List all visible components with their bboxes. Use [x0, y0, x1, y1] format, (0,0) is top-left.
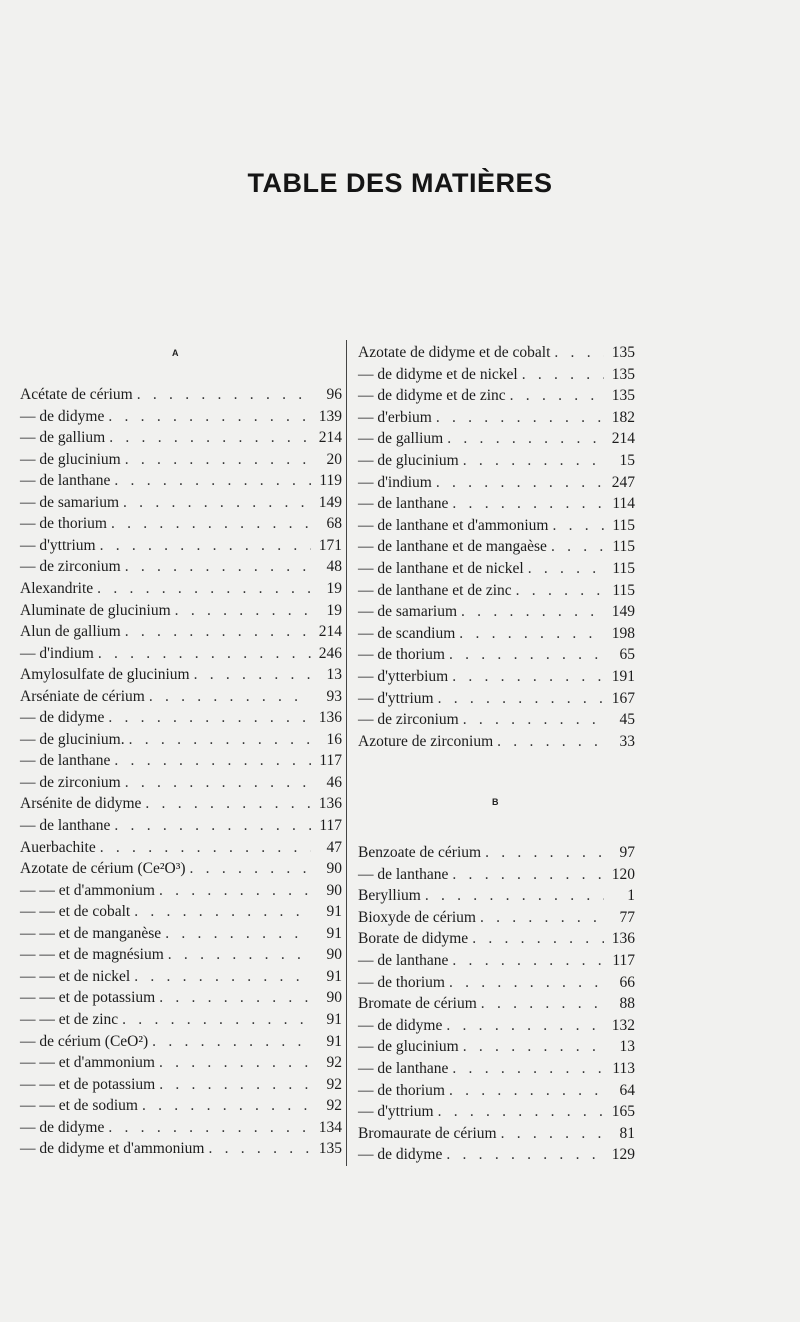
entry-page-number: 129 — [611, 1146, 635, 1164]
page-title: TABLE DES MATIÈRES — [247, 168, 553, 198]
entry-label: Aluminate de glucinium — [20, 601, 171, 619]
entry-page-number: 136 — [318, 795, 342, 813]
dot-leader — [501, 1123, 604, 1144]
entry-label: — de lanthane — [358, 865, 449, 883]
entry-page-number: 115 — [612, 538, 635, 556]
dot-leader — [145, 793, 311, 814]
dot-leader — [129, 729, 311, 750]
dot-leader — [125, 772, 311, 793]
dot-leader — [452, 864, 604, 885]
dot-leader — [100, 837, 311, 858]
entry-label: — d'yttrium — [20, 536, 96, 554]
index-entry — [358, 493, 635, 514]
entry-label: Auerbachite — [20, 838, 96, 856]
entry-page-number: 149 — [611, 603, 635, 621]
index-entry — [20, 686, 342, 707]
entry-page-number: 115 — [612, 560, 635, 577]
entry-page-number: 135 — [611, 387, 635, 405]
entry-page-number: 120 — [611, 865, 635, 883]
index-entry — [20, 1074, 342, 1095]
entry-page-number: 96 — [326, 386, 342, 403]
index-entry — [358, 1036, 635, 1057]
dot-leader — [472, 928, 604, 949]
entry-label: Benzoate de cérium — [358, 844, 482, 861]
entry-page-number: 214 — [611, 430, 635, 448]
dot-leader — [485, 842, 604, 863]
dot-leader — [510, 385, 604, 406]
dot-leader — [175, 600, 311, 621]
index-entry — [20, 923, 342, 944]
entry-label: — de lanthane — [358, 495, 449, 513]
entry-label: Azoture de zirconium — [358, 732, 494, 750]
dot-leader — [481, 993, 604, 1014]
dot-leader — [497, 731, 604, 752]
entry-label: — de didyme — [20, 709, 105, 727]
entry-page-number: 132 — [611, 1016, 635, 1034]
entry-page-number: 114 — [612, 495, 635, 513]
index-entry — [20, 858, 342, 879]
entry-label: — de lanthane et d'ammonium — [358, 516, 549, 534]
index-entry — [20, 643, 342, 664]
dot-leader — [111, 513, 311, 534]
dot-leader — [208, 1138, 311, 1159]
dot-leader — [446, 1015, 604, 1036]
dot-leader — [152, 1031, 311, 1052]
index-entry — [20, 793, 342, 814]
entry-label: — — et d'ammonium — [20, 1054, 155, 1072]
dot-leader — [108, 707, 311, 728]
entry-label: — de didyme et de zinc — [358, 387, 506, 405]
entry-label: — de cérium (CeO²) — [20, 1032, 149, 1050]
column-divider — [346, 340, 347, 1166]
index-entry — [20, 384, 342, 405]
index-entry — [358, 864, 635, 885]
index-entry — [358, 1058, 635, 1079]
entry-label: — de lanthane — [358, 952, 449, 969]
entry-label: — d'yttrium — [358, 689, 434, 707]
entry-page-number: 45 — [619, 711, 635, 729]
dot-leader — [452, 1058, 604, 1079]
entry-page-number: 88 — [619, 995, 635, 1013]
entry-label: — de lanthane et de nickel — [358, 560, 524, 577]
entry-label: — de glucinium — [358, 452, 459, 469]
dot-leader — [108, 406, 311, 427]
entry-label: — — et de sodium — [20, 1097, 138, 1115]
entry-page-number: 167 — [611, 689, 635, 707]
dot-leader — [159, 880, 311, 901]
dot-leader — [114, 470, 311, 491]
dot-leader — [134, 901, 311, 922]
index-entry — [358, 972, 635, 993]
dot-leader — [449, 644, 604, 665]
entry-label: — de lanthane — [20, 472, 111, 490]
index-entry — [358, 407, 635, 428]
index-entry — [20, 707, 342, 728]
entry-page-number: 20 — [326, 450, 342, 468]
entry-label: — d'erbium — [358, 408, 432, 426]
dot-leader — [452, 493, 604, 514]
dot-leader — [436, 472, 604, 493]
dot-leader — [114, 815, 311, 836]
index-entry — [358, 1123, 635, 1144]
dot-leader — [168, 944, 311, 965]
dot-leader — [522, 364, 604, 385]
entry-page-number: 46 — [326, 773, 342, 791]
dot-leader — [123, 492, 311, 513]
entry-label: — d'yttrium — [358, 1103, 434, 1121]
index-entry — [20, 513, 342, 534]
entry-label: — de gallium — [20, 429, 106, 447]
entry-label: Amylosulfate de glucinium — [20, 666, 190, 684]
entry-page-number: 66 — [619, 973, 635, 991]
dot-leader — [446, 1144, 604, 1165]
entry-label: — de glucinium. — [20, 730, 125, 748]
entry-label: Borate de didyme — [358, 930, 469, 948]
entry-page-number: 77 — [619, 908, 635, 926]
entry-page-number: 115 — [612, 516, 635, 534]
index-entry — [358, 731, 635, 752]
dot-leader — [134, 966, 311, 987]
index-entry — [358, 907, 635, 928]
section-letter-a: A — [172, 348, 179, 358]
index-entry — [20, 815, 342, 836]
index-entry — [358, 515, 635, 536]
entry-label: Beryllium — [358, 887, 421, 905]
entry-page-number: 191 — [611, 668, 635, 685]
entry-label: — de thorium — [358, 1081, 445, 1099]
entry-label: — de didyme — [20, 1118, 105, 1136]
index-entry — [20, 664, 342, 685]
entry-page-number: 19 — [326, 601, 342, 619]
entry-label: Azotate de cérium (Ce²O³) — [20, 860, 186, 878]
entry-page-number: 92 — [326, 1054, 342, 1072]
index-entry — [358, 666, 635, 687]
entry-page-number: 19 — [326, 579, 342, 597]
index-entry — [20, 880, 342, 901]
dot-leader — [463, 709, 604, 730]
entry-page-number: 90 — [326, 989, 342, 1007]
entry-page-number: 119 — [319, 472, 342, 490]
entry-page-number: 198 — [611, 624, 635, 642]
index-entry — [358, 1080, 635, 1101]
entry-page-number: 139 — [318, 407, 342, 425]
dot-leader — [447, 428, 604, 449]
entry-page-number: 135 — [611, 365, 635, 383]
entry-label: Bromaurate de cérium — [358, 1124, 497, 1142]
entry-page-number: 165 — [611, 1103, 635, 1121]
dot-leader — [436, 407, 604, 428]
index-entry — [358, 885, 635, 906]
entry-label: — de scandium — [358, 624, 456, 642]
entry-page-number: 15 — [619, 452, 635, 469]
dot-leader — [159, 987, 311, 1008]
entry-label: Bioxyde de cérium — [358, 908, 476, 926]
entry-label: — de lanthane — [358, 1060, 449, 1077]
index-entry — [20, 1009, 342, 1030]
dot-leader — [109, 427, 311, 448]
entry-label: — d'ytterbium — [358, 668, 449, 685]
dot-leader — [528, 558, 604, 579]
entry-page-number: 90 — [326, 860, 342, 878]
entry-label: Arséniate de cérium — [20, 687, 145, 705]
dot-leader — [125, 556, 311, 577]
entry-label: Arsénite de didyme — [20, 795, 142, 813]
index-entry — [20, 1117, 342, 1138]
dot-leader — [122, 1009, 311, 1030]
dot-leader — [125, 449, 311, 470]
entry-page-number: 81 — [619, 1124, 635, 1142]
index-entry — [20, 535, 342, 556]
index-entry — [358, 928, 635, 949]
entry-page-number: 93 — [326, 687, 342, 705]
index-entry — [20, 966, 342, 987]
index-entry — [20, 578, 342, 599]
entry-label: — — et d'ammonium — [20, 881, 155, 899]
index-entry — [20, 1031, 342, 1052]
dot-leader — [98, 643, 311, 664]
index-entry — [20, 729, 342, 750]
entry-page-number: 91 — [326, 1010, 342, 1028]
entry-label: — de thorium — [358, 973, 445, 991]
index-entry — [20, 1138, 342, 1159]
entry-page-number: 48 — [326, 558, 342, 576]
entry-page-number: 16 — [326, 730, 342, 748]
entry-label: Azotate de didyme et de cobalt — [358, 344, 551, 361]
index-entry — [358, 558, 635, 579]
dot-leader — [552, 515, 604, 536]
entry-label: — de zirconium — [358, 711, 459, 729]
dot-leader — [461, 601, 604, 622]
dot-leader — [438, 688, 604, 709]
index-entry — [358, 644, 635, 665]
index-entry — [20, 772, 342, 793]
entry-page-number: 246 — [318, 644, 342, 662]
entry-page-number: 92 — [326, 1075, 342, 1093]
index-entry — [358, 623, 635, 644]
entry-page-number: 113 — [612, 1060, 635, 1077]
entry-label: — de didyme et de nickel — [358, 365, 518, 383]
index-entry — [358, 536, 635, 557]
index-entry — [358, 1144, 635, 1165]
dot-leader — [97, 578, 311, 599]
entry-label: — — et de magnésium — [20, 946, 164, 964]
entry-label: — d'indium — [358, 473, 432, 491]
index-entry — [358, 709, 635, 730]
index-entry — [20, 901, 342, 922]
entry-page-number: 115 — [612, 581, 635, 599]
dot-leader — [108, 1117, 311, 1138]
index-entry — [358, 688, 635, 709]
dot-leader — [190, 858, 311, 879]
entry-label: — de gallium — [358, 430, 444, 448]
entry-label: — de lanthane — [20, 817, 111, 834]
entry-label: — de lanthane — [20, 752, 111, 770]
index-entry — [358, 842, 635, 863]
dot-leader — [452, 666, 604, 687]
section-letter-b: B — [492, 797, 499, 807]
dot-leader — [449, 1080, 604, 1101]
dot-leader — [551, 536, 604, 557]
entry-label: — de didyme et d'ammonium — [20, 1140, 205, 1158]
entry-page-number: 13 — [326, 666, 342, 684]
entry-label: — de thorium — [20, 515, 107, 533]
index-entry — [358, 1101, 635, 1122]
entry-page-number: 171 — [318, 536, 342, 554]
entry-label: — de didyme — [358, 1016, 443, 1034]
dot-leader — [194, 664, 311, 685]
entry-page-number: 135 — [318, 1140, 342, 1158]
entry-page-number: 91 — [326, 967, 342, 985]
entry-page-number: 68 — [326, 515, 342, 533]
entry-label: Acétate de cérium — [20, 386, 133, 403]
dot-leader — [165, 923, 311, 944]
entry-label: — de zirconium — [20, 558, 121, 576]
entry-page-number: 149 — [318, 493, 342, 511]
entry-page-number: 134 — [318, 1118, 342, 1136]
index-entry — [20, 750, 342, 771]
index-entry — [358, 993, 635, 1014]
entry-page-number: 47 — [326, 838, 342, 856]
index-entry — [358, 1015, 635, 1036]
entry-label: — de glucinium — [358, 1038, 459, 1056]
entry-page-number: 92 — [326, 1097, 342, 1115]
dot-leader — [480, 907, 604, 928]
dot-leader — [114, 750, 311, 771]
index-entry — [20, 427, 342, 448]
index-entry — [358, 428, 635, 449]
entry-page-number: 33 — [619, 732, 635, 750]
entry-page-number: 91 — [326, 924, 342, 942]
entry-label: — de samarium — [20, 493, 120, 511]
index-entry — [20, 600, 342, 621]
entry-page-number: 97 — [619, 844, 635, 861]
index-entry — [20, 987, 342, 1008]
entry-page-number: 90 — [326, 946, 342, 964]
index-entry — [358, 601, 635, 622]
entry-page-number: 136 — [318, 709, 342, 727]
entry-page-number: 65 — [619, 646, 635, 664]
entry-label: — de glucinium — [20, 450, 121, 468]
entry-label: — — et de manganèse — [20, 924, 162, 942]
index-entry — [20, 470, 342, 491]
entry-page-number: 64 — [619, 1081, 635, 1099]
index-entry — [358, 950, 635, 971]
index-entry — [20, 449, 342, 470]
entry-label: — de thorium — [358, 646, 445, 664]
entry-page-number: 91 — [326, 903, 342, 921]
dot-leader — [142, 1095, 311, 1116]
index-entry — [20, 556, 342, 577]
index-entry — [358, 450, 635, 471]
dot-leader — [463, 1036, 604, 1057]
entry-label: — — et de nickel — [20, 967, 131, 985]
entry-page-number: 117 — [319, 752, 342, 770]
entry-page-number: 13 — [619, 1038, 635, 1056]
entry-page-number: 1 — [627, 887, 635, 905]
entry-label: Alexandrite — [20, 579, 94, 597]
index-entry — [358, 364, 635, 385]
entry-page-number: 214 — [318, 623, 342, 641]
entry-label: — — et de potassium — [20, 989, 156, 1007]
entry-page-number: 214 — [318, 429, 342, 447]
dot-leader — [438, 1101, 604, 1122]
entry-page-number: 247 — [611, 473, 635, 491]
index-entry — [20, 1095, 342, 1116]
entry-label: — — et de cobalt — [20, 903, 131, 921]
entry-page-number: 136 — [611, 930, 635, 948]
dot-leader — [159, 1074, 311, 1095]
entry-label: — de samarium — [358, 603, 458, 621]
index-entry — [20, 837, 342, 858]
entry-page-number: 135 — [611, 344, 635, 361]
dot-leader — [100, 535, 311, 556]
index-entry — [358, 580, 635, 601]
dot-leader — [516, 580, 604, 601]
entry-label: Alun de gallium — [20, 623, 121, 641]
entry-label: Bromate de cérium — [358, 995, 477, 1013]
dot-leader — [554, 342, 604, 363]
dot-leader — [452, 950, 604, 971]
entry-label: — — et de potassium — [20, 1075, 156, 1093]
dot-leader — [149, 686, 311, 707]
index-entry — [20, 944, 342, 965]
entry-label: — de lanthane et de zinc — [358, 581, 512, 599]
index-entry — [20, 621, 342, 642]
dot-leader — [159, 1052, 311, 1073]
index-entry — [358, 385, 635, 406]
index-entry — [358, 472, 635, 493]
entry-page-number: 182 — [611, 408, 635, 426]
entry-label: — d'indium — [20, 644, 94, 662]
dot-leader — [425, 885, 604, 906]
entry-page-number: 91 — [326, 1032, 342, 1050]
entry-label: — de didyme — [20, 407, 105, 425]
index-entry — [20, 406, 342, 427]
entry-page-number: 90 — [326, 881, 342, 899]
entry-label: — — et de zinc — [20, 1010, 119, 1028]
dot-leader — [463, 450, 604, 471]
entry-page-number: 117 — [612, 952, 635, 969]
entry-label: — de didyme — [358, 1146, 443, 1164]
entry-label: — de lanthane et de mangaèse — [358, 538, 547, 556]
dot-leader — [137, 384, 311, 405]
dot-leader — [459, 623, 604, 644]
index-entry — [358, 342, 635, 363]
index-entry — [20, 492, 342, 513]
dot-leader — [449, 972, 604, 993]
entry-label: — de zirconium — [20, 773, 121, 791]
entry-page-number: 117 — [319, 817, 342, 834]
index-entry — [20, 1052, 342, 1073]
dot-leader — [125, 621, 311, 642]
